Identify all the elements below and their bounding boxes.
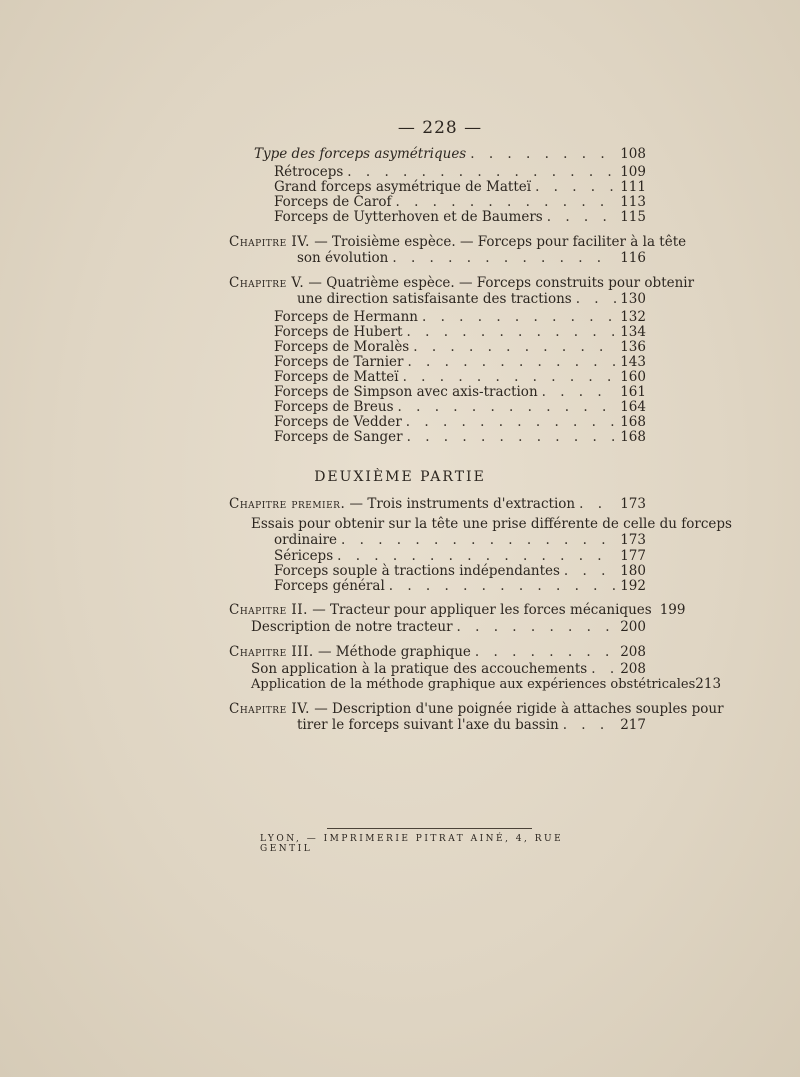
toc-entry-page: 143 [620, 354, 646, 370]
toc-entry-title: une direction satisfaisante des tractions [297, 291, 572, 307]
dot-leader [475, 645, 616, 660]
printer-imprint: LYON, — IMPRIMERIE PITRAT AINÉ, 4, RUE GENTIL [260, 834, 564, 854]
toc-entry-page: 173 [620, 532, 646, 548]
dot-leader [542, 385, 617, 400]
toc-entry-title [229, 497, 575, 512]
toc-entry-title: Forceps de Breus [274, 399, 394, 415]
toc-entry-title: Forceps de Matteï [274, 369, 399, 385]
toc-entry-forceps [274, 400, 646, 415]
toc-entry-page: 115 [620, 209, 646, 225]
toc-entry-chapter-iv-part2 [297, 718, 646, 733]
toc-entry-title: Application de la méthode graphique aux expériences obstétricales [251, 677, 696, 692]
footer-rule [327, 828, 532, 829]
dot-leader [396, 195, 617, 210]
toc-entry-page: 111 [620, 179, 646, 195]
dot-leader [413, 340, 616, 355]
dot-leader [591, 662, 616, 677]
toc-entry-page: 217 [620, 717, 646, 733]
dot-leader [406, 415, 616, 430]
toc-entry-page: 208 [620, 644, 646, 660]
dot-leader [347, 165, 616, 180]
toc-entry-title [229, 645, 471, 660]
dot-leader [407, 430, 617, 445]
toc-entry-title: Forceps de Hermann [274, 309, 418, 325]
toc-entry-title: Type des forceps asymétriques [254, 146, 467, 162]
chapter-text: — Tracteur pour appliquer les forces mécaniques [312, 602, 652, 618]
toc-entry-title: Forceps de Sanger [274, 429, 403, 445]
toc-entry-page: 180 [620, 563, 646, 579]
toc-entry-title: Rétroceps [274, 164, 344, 180]
toc-entry-title: Grand forceps asymétrique de Matteï [274, 179, 532, 195]
toc-entry-title: Son application à la pratique des accouchements [251, 661, 588, 677]
toc-entry-page: 113 [620, 194, 646, 210]
chapter-label: Chapitre IV. [229, 234, 310, 250]
chapter-label: Chapitre II. [229, 602, 308, 618]
toc-entry-page: 109 [620, 164, 646, 180]
chapter-text: — Méthode graphique [318, 644, 471, 660]
toc-entry-forceps [274, 325, 646, 340]
page-number-header: — 228 — [397, 118, 483, 138]
toc-entry-forceps-souple [274, 564, 646, 579]
chapter-label: Chapitre IV. [229, 701, 310, 717]
chapter-label: Chapitre V. [229, 275, 305, 291]
toc-entry-page: 164 [620, 399, 646, 415]
toc-entry-forceps-carof [274, 195, 646, 210]
chapter-text: — Description d'une poignée rigide à attaches souples pour [314, 701, 724, 717]
toc-entry-title: Forceps de Tarnier [274, 354, 404, 370]
toc-entry-application-methode [251, 676, 722, 692]
toc-entry-sericeps [274, 549, 646, 564]
chapter-iv-heading [229, 235, 686, 250]
dot-leader [407, 325, 617, 340]
toc-entry-essais [274, 533, 646, 548]
dot-leader [407, 355, 616, 370]
dot-leader [535, 180, 616, 195]
toc-entry-page: 208 [620, 661, 646, 677]
dot-leader [564, 564, 616, 579]
toc-entry-title: Forceps de Uytterhoven et de Baumers [274, 209, 543, 225]
dot-leader [337, 549, 616, 564]
chapter-iv-part2-heading [229, 702, 724, 717]
dot-leader [403, 370, 617, 385]
toc-entry-title: Forceps de Simpson avec axis-traction [274, 384, 538, 400]
toc-entry-description-tracteur [251, 620, 646, 635]
chapter-text: — Troisième espèce. — Forceps pour faciliter à la tête [314, 234, 687, 250]
toc-entry-forceps [274, 415, 646, 430]
toc-entry-chapter-v [297, 292, 646, 307]
toc-entry-page: 168 [620, 429, 646, 445]
toc-entry-page: 132 [620, 309, 646, 325]
toc-entry-title [229, 603, 652, 618]
dot-leader [398, 400, 617, 415]
toc-entry-forceps-general [274, 579, 646, 594]
toc-entry-page: 168 [620, 414, 646, 430]
dot-leader [547, 210, 616, 225]
toc-entry-page: 177 [620, 548, 646, 564]
dot-leader [579, 497, 616, 512]
dot-leader [422, 310, 616, 325]
toc-entry-title: Forceps de Vedder [274, 414, 402, 430]
toc-entry-forceps [274, 430, 646, 445]
dot-leader [341, 533, 616, 548]
toc-entry-page: 199 [659, 602, 686, 618]
dot-leader [389, 579, 616, 594]
toc-entry-page: 213 [695, 676, 722, 692]
toc-entry-title: Description de notre tracteur [251, 619, 453, 635]
toc-entry-page: 161 [620, 384, 646, 400]
toc-entry-chapitre-premier [229, 497, 646, 512]
chapter-label: Chapitre III. [229, 644, 314, 660]
dot-leader [392, 251, 616, 266]
toc-entry-chapitre-ii [229, 602, 686, 618]
toc-entry-title: Forceps de Moralès [274, 339, 410, 355]
toc-entry-page: 130 [620, 291, 646, 307]
toc-entry-title: Forceps général [274, 578, 385, 594]
toc-entry-forceps [274, 370, 646, 385]
dot-leader [457, 620, 617, 635]
chapter-text: — Quatrième espèce. — Forceps construits pour obtenir [308, 275, 695, 291]
toc-entry-page: 160 [620, 369, 646, 385]
toc-entry-essais-line1: Essais pour obtenir sur la tête une prise différente de celle du forceps [251, 516, 732, 532]
toc-entry-title: son évolution [297, 250, 389, 266]
toc-entry-page: 116 [620, 250, 646, 266]
toc-entry-forceps-uytterhoven [274, 210, 646, 225]
part-two-title: DEUXIÈME PARTIE [314, 469, 486, 485]
toc-entry-title: Forceps de Carof [274, 194, 392, 210]
toc-entry-page: 200 [620, 619, 646, 635]
chapter-text: — Trois instruments d'extraction [349, 496, 576, 512]
toc-entry-title: Forceps de Hubert [274, 324, 403, 340]
toc-entry-title: ordinaire [274, 532, 338, 548]
toc-entry-forceps [274, 355, 646, 370]
toc-entry-page: 192 [620, 578, 646, 594]
chapter-label: Chapitre premier. [229, 496, 346, 512]
toc-entry-page: 173 [620, 496, 646, 512]
toc-entry-asym-type [254, 147, 646, 162]
toc-entry-chapitre-iii [229, 645, 646, 660]
toc-entry-title: tirer le forceps suivant l'axe du bassin [297, 717, 559, 733]
toc-entry-page: 136 [620, 339, 646, 355]
toc-entry-forceps [274, 310, 646, 325]
toc-entry-title: Forceps souple à tractions indépendantes [274, 563, 560, 579]
toc-entry-forceps [274, 385, 646, 400]
toc-entry-grand-forceps [274, 180, 646, 195]
toc-entry-forceps [274, 340, 646, 355]
chapter-v-heading [229, 276, 694, 291]
toc-entry-page: 108 [620, 146, 646, 162]
toc-entry-page: 134 [620, 324, 646, 340]
dot-leader [576, 292, 617, 307]
toc-entry-retroceps [274, 165, 646, 180]
toc-entry-son-application [251, 662, 646, 677]
toc-entry-chapter-iv [297, 251, 646, 266]
toc-entry-title: Sériceps [274, 548, 334, 564]
dot-leader [470, 147, 616, 162]
dot-leader [563, 718, 617, 733]
